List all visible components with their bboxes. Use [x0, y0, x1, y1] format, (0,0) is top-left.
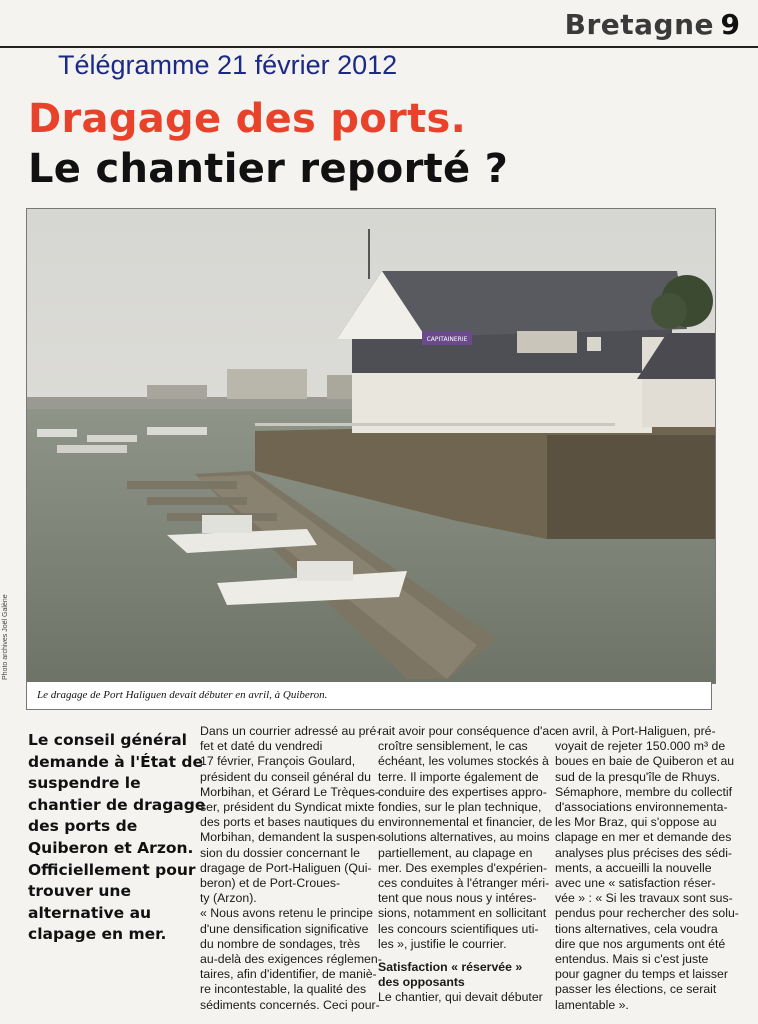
text-line: sud de la presqu'île de Rhuys.	[555, 769, 721, 784]
chapeau-line: Le conseil général	[28, 731, 187, 749]
text-line: les Mor Braz, qui s'oppose au	[555, 815, 717, 830]
text-line: fondies, sur le plan technique,	[378, 800, 542, 815]
text-line: pendus pour rechercher des solu-	[555, 906, 739, 921]
headline: Le chantier reporté ?	[28, 146, 509, 192]
text-line: passer les élections, ce serait	[555, 982, 717, 997]
text-line: beron) et de Port-Croues-	[200, 876, 341, 891]
text-line: Sémaphore, membre du collectif	[555, 784, 733, 799]
section-label: Bretagne	[564, 8, 714, 41]
text-line: rait avoir pour conséquence d'ac-	[378, 724, 560, 738]
text-line: fet et daté du vendredi	[200, 739, 323, 754]
chapeau-line: Officiellement pour	[28, 860, 196, 879]
text-line: dragage de Port-Haliguen (Qui-	[200, 860, 372, 875]
text-line: taires, afin d'identifier, de maniè-	[200, 967, 377, 982]
text-line: vée » : « Si les travaux sont sus-	[555, 891, 733, 906]
text-line: les concours scientifiques uti-	[378, 921, 539, 936]
text-line: des ports et bases nautiques du	[200, 815, 375, 830]
text-line: voyait de rejeter 150.000 m³ de	[555, 739, 726, 754]
text-line: d'associations environnementa-	[555, 800, 728, 815]
text-line: dire que nos arguments ont été	[555, 936, 726, 951]
chapeau-line: alternative au	[28, 903, 152, 922]
subheading: des opposants	[378, 975, 465, 990]
subheading: Satisfaction « réservée »	[378, 960, 523, 975]
text-line: environnemental et financier, de	[378, 815, 553, 830]
chapeau-line: des ports de	[28, 817, 138, 836]
chapeau-line: trouver une	[28, 882, 131, 901]
text-line: entendus. Mais si c'est juste	[555, 952, 709, 967]
top-rule	[0, 46, 758, 48]
text-line: solutions alternatives, au moins	[378, 830, 550, 845]
text-line: ces conduites à l'étranger méri-	[378, 876, 550, 891]
text-line: Le chantier, qui devait débuter	[378, 990, 543, 1005]
text-line: pour gagner du temps et laisser	[555, 967, 728, 982]
text-line: croître sensiblement, le cas	[378, 739, 528, 754]
text-line: tent que nous nous y intéres-	[378, 891, 537, 906]
photo-caption: Le dragage de Port Haliguen devait débuter en avril, à Quiberon.	[26, 682, 712, 710]
text-line: clapage en mer et demande des	[555, 830, 732, 845]
text-line: ty (Arzon).	[200, 891, 257, 906]
text-line: terre. Il importe également de	[378, 769, 539, 784]
chapeau-line: chantier de dragage	[28, 795, 206, 814]
text-line: analyses plus précises des sédi-	[555, 845, 733, 860]
article-photo	[26, 208, 716, 684]
text-line: les », justifie le courrier.	[378, 936, 507, 951]
text-line: ser, président du Syndicat mixte	[200, 800, 375, 815]
text-line: avec une « satisfaction réser-	[555, 876, 716, 891]
text-line: partiellement, au clapage en	[378, 845, 533, 860]
text-line: Morbihan, demandent la suspen-	[200, 830, 380, 845]
text-line: sions, notamment en sollicitant	[378, 906, 547, 921]
chapeau-line: suspendre le	[28, 774, 141, 793]
text-line: 17 février, François Goulard,	[200, 754, 356, 769]
text-line: d'une densification significative	[200, 921, 369, 936]
text-line: sédiments concernés. Ceci pour-	[200, 997, 380, 1012]
text-line: boues en baie de Quiberon et au	[555, 754, 735, 769]
text-line: au-delà des exigences réglemen-	[200, 952, 382, 967]
chapeau	[28, 730, 206, 946]
text-line: re incontestable, la qualité des	[200, 982, 367, 997]
chapeau-line: clapage en mer.	[28, 925, 167, 944]
page-number: 9	[720, 8, 740, 41]
article-column-2	[378, 724, 560, 1006]
svg-text:CAPITAINERIE: CAPITAINERIE	[426, 336, 468, 343]
text-line: en avril, à Port-Haliguen, pré-	[555, 724, 716, 738]
text-line: conduire des expertises appro-	[378, 784, 547, 799]
article-column-1	[200, 724, 382, 1013]
text-line: Dans un courrier adressé au pré-	[200, 724, 381, 738]
source-line: Télégramme 21 février 2012	[58, 50, 398, 80]
text-line: du nombre de sondages, très	[200, 936, 360, 951]
kicker: Dragage des ports.	[28, 96, 467, 142]
text-line: président du conseil général du	[200, 769, 371, 784]
photo-credit: Photo archives Joël Galène	[2, 594, 9, 680]
chapeau-line: Quiberon et Arzon.	[28, 838, 194, 857]
text-line: ments, a accueilli la nouvelle	[555, 860, 712, 875]
text-line: mer. Des exemples d'expérien-	[378, 860, 548, 875]
text-line: « Nous avons retenu le principe	[200, 906, 373, 921]
text-line: échéant, les volumes stockés à	[378, 754, 549, 769]
text-line: tions alternatives, cela voudra	[555, 921, 718, 936]
text-line: sion du dossier concernant le	[200, 845, 360, 860]
article-column-3	[555, 724, 739, 1013]
text-line: lamentable ».	[555, 997, 629, 1012]
chapeau-line: demande à l'État de	[28, 752, 204, 771]
text-line: Morbihan, et Gérard Le Trèques-	[200, 784, 380, 799]
